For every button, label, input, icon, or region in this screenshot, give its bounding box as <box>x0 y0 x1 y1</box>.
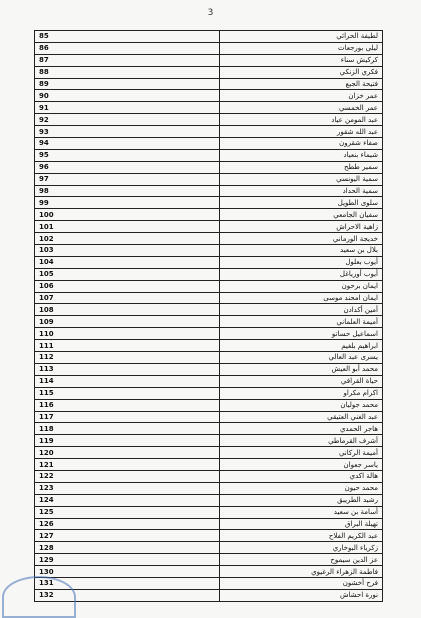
table-row <box>35 161 383 173</box>
table-row <box>35 494 383 506</box>
person-name-cell: حياة القرافي <box>220 375 383 387</box>
row-number-cell: 103 <box>35 245 220 257</box>
person-name-cell: نورة احشاش <box>220 589 383 601</box>
table-row <box>35 352 383 364</box>
row-number-cell: 115 <box>35 387 220 399</box>
person-name-cell: تهيلة البراق <box>220 518 383 530</box>
table-row <box>35 304 383 316</box>
row-number-cell: 129 <box>35 554 220 566</box>
row-number-cell: 132 <box>35 589 220 601</box>
person-name-cell: شيماء بنعياد <box>220 149 383 161</box>
person-name-cell: فتيحة الجبع <box>220 78 383 90</box>
row-number-cell: 89 <box>35 78 220 90</box>
table-row <box>35 363 383 375</box>
table-row <box>35 328 383 340</box>
person-name-cell: زكرياء البوخاري <box>220 542 383 554</box>
table-row <box>35 589 383 601</box>
row-number-cell: 104 <box>35 256 220 268</box>
row-number-cell: 120 <box>35 447 220 459</box>
person-name-cell: يسرى عبد العالي <box>220 352 383 364</box>
row-number-cell: 123 <box>35 482 220 494</box>
person-name-cell: خديجة الورماني <box>220 233 383 245</box>
table-row <box>35 42 383 54</box>
table-row <box>35 114 383 126</box>
names-table-body <box>35 31 383 602</box>
names-table <box>34 30 383 602</box>
row-number-cell: 124 <box>35 494 220 506</box>
table-row <box>35 387 383 399</box>
table-row <box>35 256 383 268</box>
table-row <box>35 90 383 102</box>
table-row <box>35 375 383 387</box>
row-number-cell: 131 <box>35 577 220 589</box>
row-number-cell: 126 <box>35 518 220 530</box>
table-row <box>35 268 383 280</box>
table-row <box>35 78 383 90</box>
table-row <box>35 506 383 518</box>
person-name-cell: عبد الغني العتيقي <box>220 411 383 423</box>
row-number-cell: 112 <box>35 352 220 364</box>
table-row <box>35 173 383 185</box>
row-number-cell: 92 <box>35 114 220 126</box>
person-name-cell: سمية اليونسي <box>220 173 383 185</box>
table-row <box>35 185 383 197</box>
person-name-cell: عز الدين سيموح <box>220 554 383 566</box>
person-name-cell: أميمة الركاني <box>220 447 383 459</box>
row-number-cell: 122 <box>35 470 220 482</box>
row-number-cell: 110 <box>35 328 220 340</box>
row-number-cell: 99 <box>35 197 220 209</box>
person-name-cell: ايمان امحند موسى <box>220 292 383 304</box>
row-number-cell: 98 <box>35 185 220 197</box>
row-number-cell: 100 <box>35 209 220 221</box>
table-row <box>35 518 383 530</box>
row-number-cell: 119 <box>35 435 220 447</box>
person-name-cell: محمد أبو العيش <box>220 363 383 375</box>
row-number-cell: 86 <box>35 42 220 54</box>
person-name-cell: هاجر الحمدي <box>220 423 383 435</box>
row-number-cell: 102 <box>35 233 220 245</box>
row-number-cell: 93 <box>35 126 220 138</box>
person-name-cell: عبد الكريم الفلاح <box>220 530 383 542</box>
person-name-cell: اكرام مكراو <box>220 387 383 399</box>
person-name-cell: أيوب أورياغل <box>220 268 383 280</box>
person-name-cell: ياسر جعوان <box>220 459 383 471</box>
table-row <box>35 554 383 566</box>
table-row <box>35 340 383 352</box>
person-name-cell: هالة اكدي <box>220 470 383 482</box>
row-number-cell: 96 <box>35 161 220 173</box>
person-name-cell: محمد جوليان <box>220 399 383 411</box>
person-name-cell: أسامة بن سعيد <box>220 506 383 518</box>
table-row <box>35 470 383 482</box>
row-number-cell: 106 <box>35 280 220 292</box>
row-number-cell: 85 <box>35 31 220 43</box>
row-number-cell: 94 <box>35 138 220 150</box>
stamp-seal-icon <box>2 576 76 618</box>
row-number-cell: 111 <box>35 340 220 352</box>
person-name-cell: سمية الحداد <box>220 185 383 197</box>
table-row <box>35 197 383 209</box>
table-row <box>35 530 383 542</box>
person-name-cell: عمر الخمسي <box>220 102 383 114</box>
row-number-cell: 121 <box>35 459 220 471</box>
table-row <box>35 102 383 114</box>
table-row <box>35 316 383 328</box>
person-name-cell: ابراهيم بلغيم <box>220 340 383 352</box>
person-name-cell: محمد حيون <box>220 482 383 494</box>
person-name-cell: صفاء شقرون <box>220 138 383 150</box>
row-number-cell: 107 <box>35 292 220 304</box>
person-name-cell: سفيان الجامعي <box>220 209 383 221</box>
person-name-cell: عبد المومن عياد <box>220 114 383 126</box>
person-name-cell: لطيفة الحرائي <box>220 31 383 43</box>
table-row <box>35 209 383 221</box>
person-name-cell: اسماعيل حساتو <box>220 328 383 340</box>
row-number-cell: 108 <box>35 304 220 316</box>
person-name-cell: ليلى بورجعات <box>220 42 383 54</box>
person-name-cell: فاطمة الزهراء الرغيوي <box>220 566 383 578</box>
row-number-cell: 113 <box>35 363 220 375</box>
table-row <box>35 126 383 138</box>
person-name-cell: سلوى الطويل <box>220 197 383 209</box>
row-number-cell: 97 <box>35 173 220 185</box>
table-row <box>35 447 383 459</box>
person-name-cell: عبد الله شقور <box>220 126 383 138</box>
person-name-cell: أمين أكدادن <box>220 304 383 316</box>
row-number-cell: 114 <box>35 375 220 387</box>
page-number: 3 <box>207 8 214 18</box>
table-row <box>35 221 383 233</box>
person-name-cell: أميمة العلماني <box>220 316 383 328</box>
person-name-cell: زاهية الاحراش <box>220 221 383 233</box>
person-name-cell: عمر خزان <box>220 90 383 102</box>
person-name-cell: سمير ططح <box>220 161 383 173</box>
person-name-cell: كركيش سناء <box>220 54 383 66</box>
table-row <box>35 233 383 245</box>
row-number-cell: 125 <box>35 506 220 518</box>
names-table-container <box>34 30 383 602</box>
table-row <box>35 138 383 150</box>
person-name-cell: رشيد الطريبق <box>220 494 383 506</box>
row-number-cell: 117 <box>35 411 220 423</box>
table-row <box>35 542 383 554</box>
row-number-cell: 127 <box>35 530 220 542</box>
person-name-cell: أشرف القرماطي <box>220 435 383 447</box>
table-row <box>35 292 383 304</box>
row-number-cell: 95 <box>35 149 220 161</box>
row-number-cell: 109 <box>35 316 220 328</box>
table-row <box>35 149 383 161</box>
table-row <box>35 482 383 494</box>
table-row <box>35 411 383 423</box>
row-number-cell: 90 <box>35 90 220 102</box>
person-name-cell: فكري الزنكي <box>220 66 383 78</box>
table-row <box>35 31 383 43</box>
table-row <box>35 399 383 411</box>
table-row <box>35 435 383 447</box>
table-row <box>35 54 383 66</box>
person-name-cell: بلال بن سعيد <box>220 245 383 257</box>
person-name-cell: فرح أخشون <box>220 577 383 589</box>
person-name-cell: ايمان برحون <box>220 280 383 292</box>
row-number-cell: 130 <box>35 566 220 578</box>
table-row <box>35 577 383 589</box>
row-number-cell: 88 <box>35 66 220 78</box>
row-number-cell: 101 <box>35 221 220 233</box>
row-number-cell: 91 <box>35 102 220 114</box>
row-number-cell: 118 <box>35 423 220 435</box>
table-row <box>35 280 383 292</box>
row-number-cell: 87 <box>35 54 220 66</box>
person-name-cell: أيوب بعلول <box>220 256 383 268</box>
row-number-cell: 128 <box>35 542 220 554</box>
table-row <box>35 566 383 578</box>
table-row <box>35 66 383 78</box>
row-number-cell: 116 <box>35 399 220 411</box>
table-row <box>35 423 383 435</box>
table-row <box>35 245 383 257</box>
row-number-cell: 105 <box>35 268 220 280</box>
table-row <box>35 459 383 471</box>
